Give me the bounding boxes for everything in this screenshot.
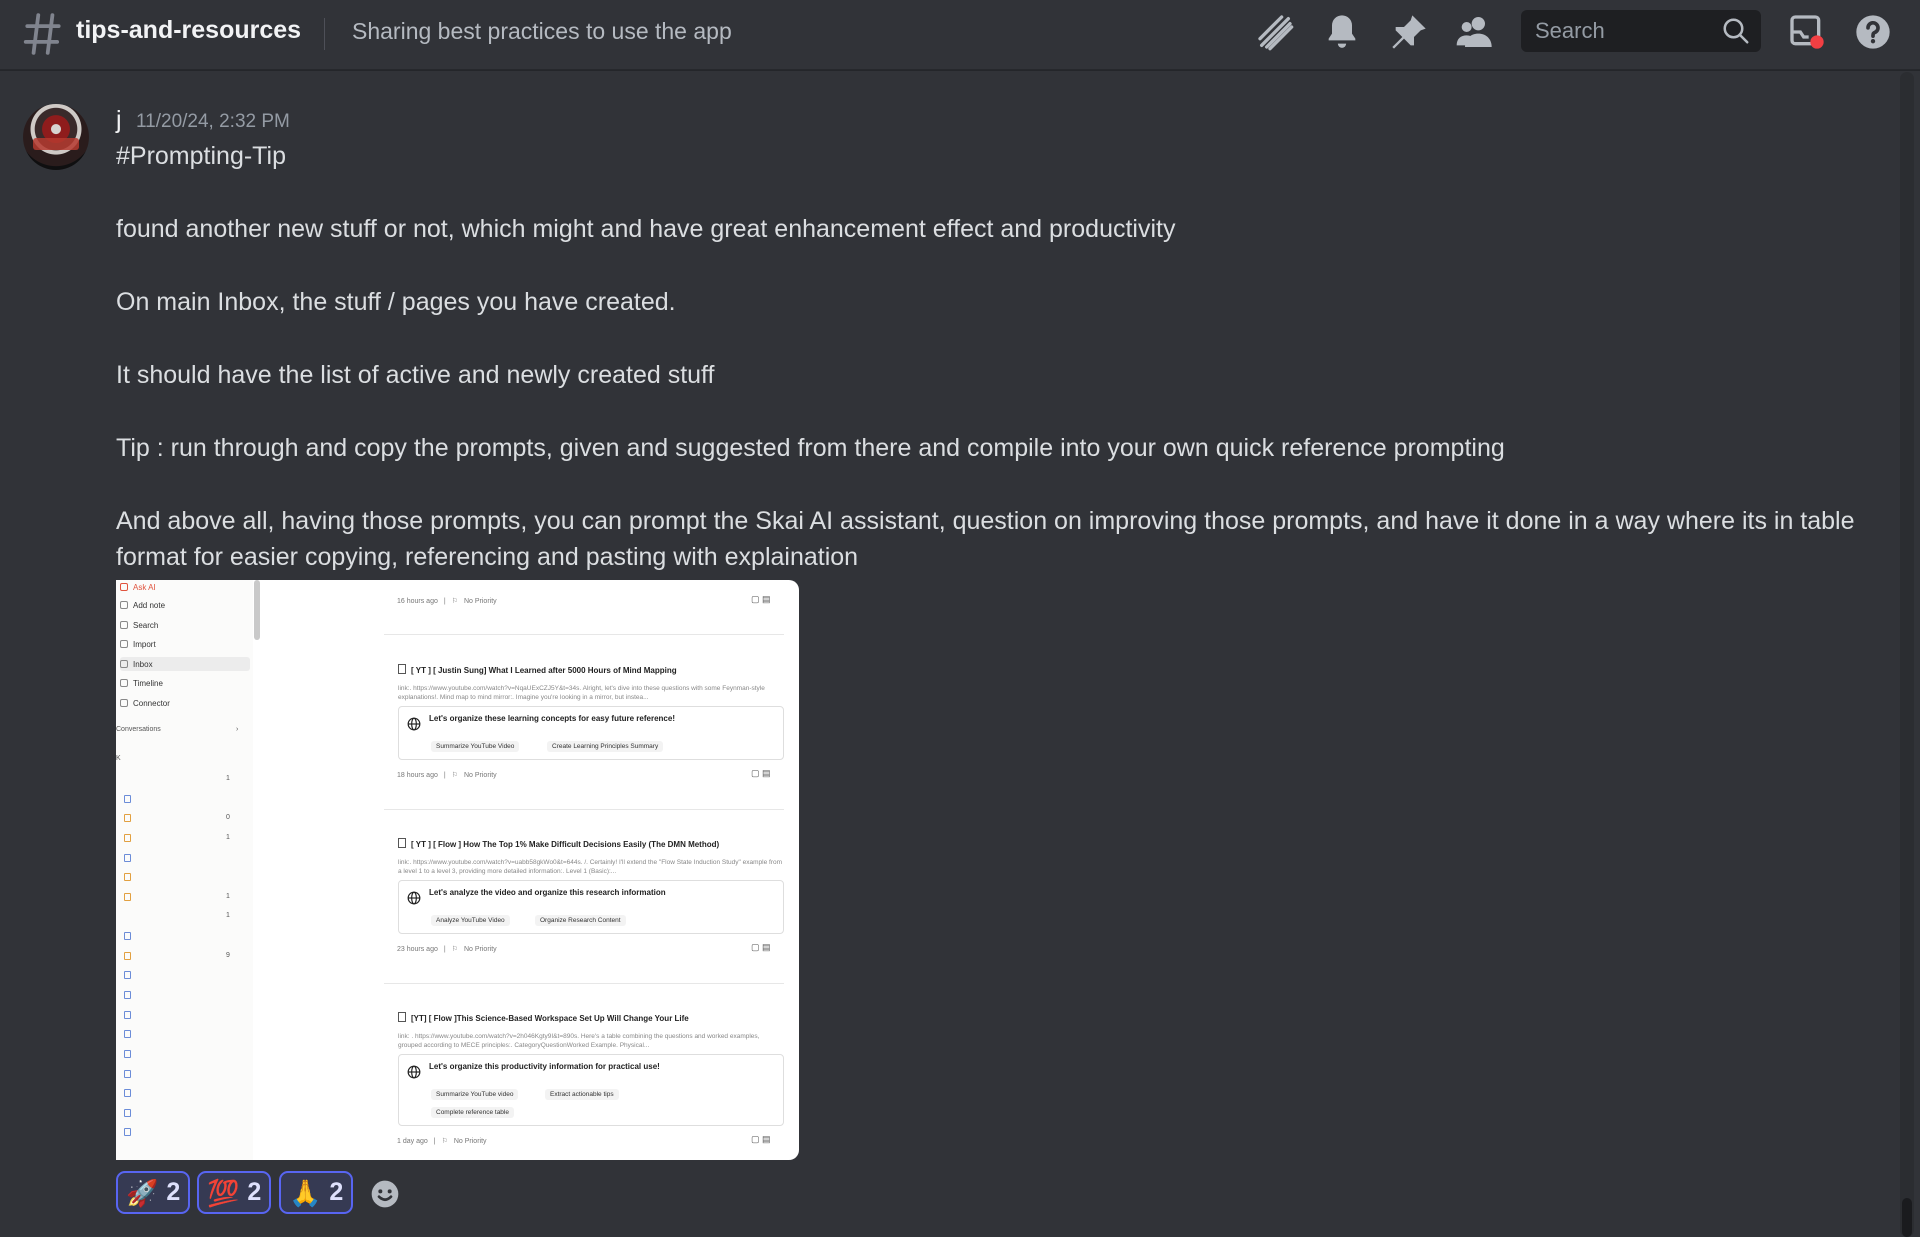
chevron-right-icon: ›: [236, 726, 239, 733]
card-meta: 23 hours ago | ⚐ No Priority: [397, 945, 497, 953]
file-icon: [124, 1070, 131, 1078]
avatar[interactable]: [23, 104, 89, 170]
message-line: found another new stuff or not, which might and have great enhancement effect and productivity: [116, 215, 1176, 243]
hashtag-icon: [24, 12, 62, 56]
sidebar-item-connector: Connector: [120, 696, 170, 710]
ai-suggestion-box: [398, 880, 784, 934]
sidebar-k-label: K: [116, 755, 121, 762]
sidebar-count: 1: [226, 893, 230, 900]
sidebar-item-inbox: Inbox: [120, 657, 250, 671]
import-icon: [120, 640, 128, 648]
inbox-icon[interactable]: [1785, 10, 1829, 54]
card-desc: link:. https://www.youtube.com/watch?v=NqaUExCZJ5Y&t=34s. Alright, let's dive into these questions with some Feynman-style explanations!. Mind map to mind mirror:. Imagine you're looking in a mirror, but instea...: [398, 685, 765, 701]
suggestion-chip: Extract actionable tips: [545, 1089, 619, 1100]
header-divider: [324, 18, 325, 50]
message-line: It should have the list of active and newly created stuff: [116, 361, 715, 389]
file-icon: [124, 1011, 131, 1019]
globe-icon: [407, 717, 421, 731]
sidebar-item-ask-ai: Ask AI: [120, 580, 156, 594]
archive-icon: ▢ ▤: [751, 942, 771, 952]
search-icon: [1721, 16, 1751, 46]
card-divider: [384, 809, 784, 810]
ai-prompt: Let's organize these learning concepts for easy future reference!: [429, 714, 675, 723]
file-icon: [124, 1128, 131, 1136]
reaction-count: 2: [329, 1178, 344, 1206]
hundred-points-emoji-icon: 💯: [207, 1177, 240, 1208]
rocket-emoji-icon: 🚀: [126, 1177, 159, 1208]
file-icon: [124, 854, 131, 862]
ai-prompt: Let's organize this productivity information for practical use!: [429, 1062, 660, 1071]
suggestion-chip: Analyze YouTube Video: [431, 915, 510, 926]
suggestion-chip: Complete reference table: [431, 1107, 514, 1118]
file-icon: [124, 1089, 131, 1097]
file-icon: [124, 991, 131, 999]
card-meta: 18 hours ago | ⚐ No Priority: [397, 771, 497, 779]
channel-name: tips-and-resources: [76, 16, 302, 44]
scrollbar-thumb[interactable]: [1902, 1198, 1912, 1237]
globe-icon: [407, 1065, 421, 1079]
ai-suggestion-box: [398, 1054, 784, 1126]
inbox-icon: [120, 660, 128, 668]
archive-icon: ▢ ▤: [751, 768, 771, 778]
folder-icon: [124, 834, 131, 842]
ai-prompt: Let's analyze the video and organize this research information: [429, 888, 666, 897]
flag-icon: ⚐: [451, 772, 458, 779]
channel-topic[interactable]: Sharing best practices to use the app: [352, 18, 732, 44]
suggestion-chip: Summarize YouTube video: [431, 1089, 518, 1100]
attachment-sidebar: [116, 580, 253, 1160]
members-icon[interactable]: [1453, 10, 1497, 54]
reaction-count: 2: [247, 1178, 262, 1206]
attachment-scrollbar: [254, 580, 260, 640]
message-line: Tip : run through and copy the prompts, given and suggested from there and compile into your own quick reference prompting: [116, 434, 1505, 462]
globe-icon: [407, 891, 421, 905]
sidebar-count: 9: [226, 952, 230, 959]
flag-icon: ⚐: [441, 1138, 448, 1145]
sidebar-section-label: Conversations: [116, 726, 161, 733]
bell-icon[interactable]: [1320, 10, 1364, 54]
card-divider: [384, 634, 784, 635]
sidebar-count: 1: [226, 775, 230, 782]
search-input[interactable]: [1535, 18, 1705, 44]
card-title: [YT] [ Flow ]This Science-Based Workspace Set Up Will Change Your Life: [398, 1012, 689, 1023]
sidebar-count: 1: [226, 834, 230, 841]
folder-icon: [124, 893, 131, 901]
file-icon: [124, 1030, 131, 1038]
reaction-pray[interactable]: [279, 1171, 353, 1214]
search-box[interactable]: [1521, 10, 1761, 52]
card-title: [ YT ] [ Flow ] How The Top 1% Make Difficult Decisions Easily (The DMN Method): [398, 838, 719, 849]
message-line: And above all, having those prompts, you can prompt the Skai AI assistant, question on improving those prompts, and have it done in a way where its in table format for easier copying, referencing and pasting with explaination: [116, 507, 1855, 571]
sidebar-item-import: Import: [120, 637, 156, 651]
file-icon: [124, 795, 131, 803]
sidebar-item-timeline: Timeline: [120, 676, 163, 690]
ai-suggestion-box: [398, 706, 784, 760]
file-icon: [124, 1050, 131, 1058]
card-title: [ YT ] [ Justin Sung] What I Learned after 5000 Hours of Mind Mapping: [398, 664, 677, 675]
connector-icon: [120, 699, 128, 707]
suggestion-chip: Organize Research Content: [535, 915, 626, 926]
scrollbar-track[interactable]: [1900, 72, 1914, 1237]
add-note-icon: [120, 601, 128, 609]
card-desc: link: . https://www.youtube.com/watch?v=2h046Kgty9I&t=890s. Here's a table combining the questions and worked examples, grouped according to MECE principles:. CategoryQuestionWorked Example. Physical...: [398, 1033, 760, 1049]
folder-icon: [124, 873, 131, 881]
card-meta: 16 hours ago | ⚐ No Priority: [397, 597, 497, 605]
image-attachment[interactable]: [116, 580, 799, 1160]
suggestion-chip: Summarize YouTube Video: [431, 741, 519, 752]
folder-icon: [124, 952, 131, 960]
pin-icon[interactable]: [1387, 10, 1431, 54]
help-icon[interactable]: [1851, 10, 1895, 54]
flag-icon: ⚐: [451, 598, 458, 605]
sidebar-item-add-note: Add note: [120, 598, 165, 612]
card-divider: [384, 983, 784, 984]
card-meta: 1 day ago | ⚐ No Priority: [397, 1137, 487, 1145]
sidebar-count: 0: [226, 814, 230, 821]
reaction-rocket[interactable]: [116, 1171, 190, 1214]
archive-icon: ▢ ▤: [751, 1134, 771, 1144]
channel-header: [0, 0, 1920, 70]
flag-icon: ⚐: [451, 946, 458, 953]
threads-icon[interactable]: [1253, 10, 1297, 54]
folded-hands-emoji-icon: 🙏: [289, 1177, 322, 1208]
suggestion-chip: Create Learning Principles Summary: [547, 741, 663, 752]
add-reaction-icon[interactable]: [369, 1178, 401, 1210]
message-author[interactable]: j: [116, 106, 122, 134]
reaction-hundred[interactable]: [197, 1171, 271, 1214]
timeline-icon: [120, 679, 128, 687]
search-icon: [120, 621, 128, 629]
sidebar-item-search: Search: [120, 618, 158, 632]
reaction-count: 2: [166, 1178, 181, 1206]
folder-icon: [124, 814, 131, 822]
message-line: On main Inbox, the stuff / pages you have created.: [116, 288, 676, 316]
message-timestamp: 11/20/24, 2:32 PM: [136, 111, 290, 132]
message-line: #Prompting-Tip: [116, 142, 286, 170]
file-icon: [124, 971, 131, 979]
file-icon: [124, 1109, 131, 1117]
archive-icon: ▢ ▤: [751, 594, 771, 604]
file-icon: [124, 932, 131, 940]
sidebar-count: 1: [226, 912, 230, 919]
card-desc: link:. https://www.youtube.com/watch?v=uabb58gkWo0&t=644s. /. Certainly! I'll extend the "Flow State Induction Study" example from a level 1 to a level 3, providing more detailed information:. Level 1 (Basic):...: [398, 859, 783, 875]
ask-ai-icon: [120, 583, 128, 591]
